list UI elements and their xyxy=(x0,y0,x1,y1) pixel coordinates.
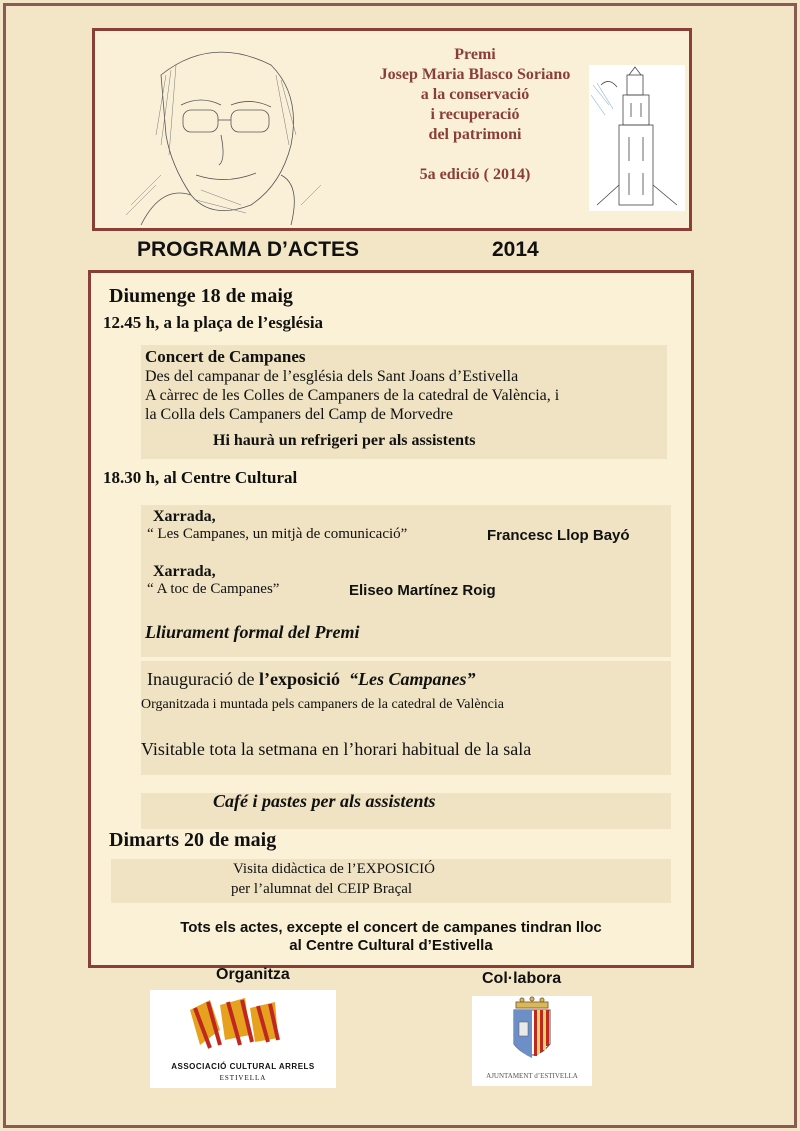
exhibition-title: “Les Campanes” xyxy=(348,669,476,689)
exhibition-word: l’exposició xyxy=(258,669,340,689)
exhibition-organizer: Organitzada i muntada pels campaners de la catedral de València xyxy=(141,697,504,712)
talk2-speaker: Eliseo Martínez Roig xyxy=(349,582,496,599)
collaborator-label: Col·labora xyxy=(482,970,562,987)
edition-label: 5a edició ( 2014) xyxy=(419,166,531,183)
event-time-1245: 12.45 h, a la plaça de l’església xyxy=(103,313,324,332)
concert-line: A càrrec de les Colles de Campaners de la catedral de València, i xyxy=(145,387,560,404)
talk2-label: Xarrada, xyxy=(153,563,216,580)
award-title-line: del patrimoni xyxy=(428,126,522,143)
town-coat-of-arms xyxy=(472,996,592,1070)
arrels-name: ASSOCIACIÓ CULTURAL ARRELS xyxy=(171,1062,315,1071)
concert-line: la Colla dels Campaners del Camp de Morvedre xyxy=(145,406,453,423)
award-title-line: i recuperació xyxy=(430,106,520,123)
talk1-title: “ Les Campanes, un mitjà de comunicació” xyxy=(147,526,408,542)
award-title-line: a la conservació xyxy=(420,86,530,103)
arrels-logo xyxy=(150,990,336,1088)
award-ceremony: Lliurament formal del Premi xyxy=(145,622,360,642)
award-title xyxy=(315,45,635,185)
program-title: PROGRAMA D’ACTES xyxy=(137,238,360,261)
exhibition-heading xyxy=(147,669,475,690)
event-time-1830: 18.30 h, al Centre Cultural xyxy=(103,468,298,487)
refreshment-note: Hi haurà un refrigeri per als assistents xyxy=(213,432,476,449)
cafe-note: Café i pastes per als assistents xyxy=(213,791,436,811)
portrait-drawing xyxy=(101,35,351,225)
concert-title: Concert de Campanes xyxy=(145,347,306,366)
day-sunday-title: Diumenge 18 de maig xyxy=(109,285,293,307)
award-title-line: Josep Maria Blasco Soriano xyxy=(379,66,571,83)
ajuntament-logo xyxy=(472,996,592,1086)
arrels-emblem xyxy=(150,990,336,1060)
concert-line: Des del campanar de l’església dels Sant Joans d’Estivella xyxy=(145,368,519,385)
talk1-speaker: Francesc Llop Bayó xyxy=(487,527,630,544)
talk1-label: Xarrada, xyxy=(153,508,216,525)
talk2-title: “ A toc de Campanes” xyxy=(147,581,280,597)
arrels-town: ESTIVELLA xyxy=(219,1074,267,1082)
exhibition-prefix: Inauguració de xyxy=(147,669,259,689)
exhibition-hours: Visitable tota la setmana en l’horari habitual de la sala xyxy=(141,739,532,759)
program-year: 2014 xyxy=(492,238,539,261)
day-tuesday-title: Dimarts 20 de maig xyxy=(109,829,277,851)
program-box xyxy=(88,270,694,968)
award-header xyxy=(92,28,692,231)
visit-line: per l’alumnat del CEIP Braçal xyxy=(231,881,413,897)
venue-note-line: al Centre Cultural d’Estivella xyxy=(289,937,493,954)
ajuntament-name: AJUNTAMENT d’ESTIVELLA xyxy=(486,1072,578,1080)
venue-note xyxy=(91,919,691,955)
award-title-line: Premi xyxy=(454,46,496,63)
venue-note-line: Tots els actes, excepte el concert de campanes tindran lloc xyxy=(180,919,602,936)
visit-line: Visita didàctica de l’EXPOSICIÓ xyxy=(233,861,435,877)
organizer-label: Organitza xyxy=(216,966,290,983)
